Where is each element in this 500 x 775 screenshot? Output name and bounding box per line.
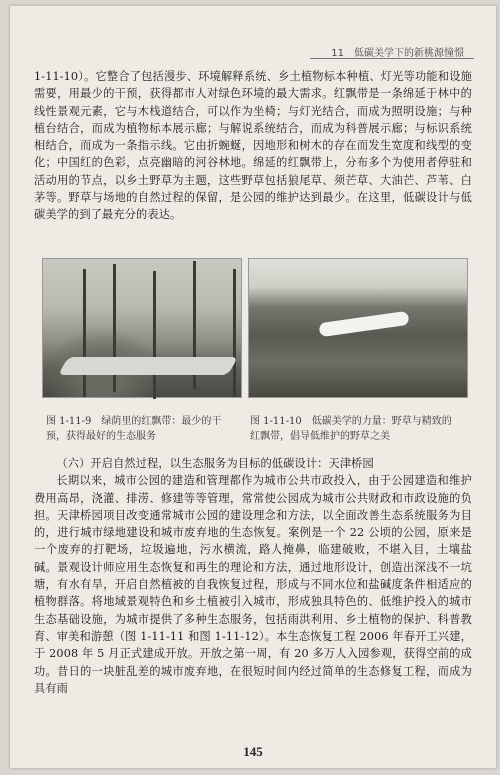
- header-rule: [310, 58, 474, 59]
- running-header: 11 低碳美学下的新桃源憧憬: [331, 48, 464, 59]
- figure-1-11-10-photo: [248, 258, 468, 398]
- section-6: [34, 455, 472, 697]
- figure-1-11-9-caption: 图 1-11-9 绿荫里的红飘带：最少的干预，获得最好的生态服务: [46, 416, 222, 442]
- section-heading: （六）开启自然过程，以生态服务为目标的低碳设计：天津桥园: [56, 457, 374, 470]
- figure-1-11-10-caption: 图 1-11-10 低碳美学的力量：野草与精致的红飘带，倡导低维护的野草之美: [250, 416, 452, 442]
- figure-1-11-9-photo: [42, 258, 242, 398]
- book-page: [10, 6, 496, 768]
- paragraph-1: 1-11-10）。它整合了包括漫步、环境解释系统、乡土植物标本种植、灯光等功能和设施需要，用最少的干预，获得都市人对绿色环境的最大需求。红飘带是一条绵延于林中的线性景观元素，它与木栈道结合，可以作为坐椅；与灯光结合，而成为照明设施；与种植台结合，而成为植物标本展示廊；与解说系统结合，而成为科普展示廊；与标识系统相结合，而成为一条指示线。它由折蜿蜒，因地形和树木的存在而发生宽度和线型的变化；中国红的色彩，点亮幽暗的河谷林地。绵延的红飘带上，分布多个为使用者停驻和活动用的节点，以乡土野草为主题，这些野草包括狼尾草、须芒草、大油芒、芦苇、白茅等。野草与场地的自然过程的保留，是公园的维护达到最少。在这里，低碳设计与低碳美学的到了最充分的表达。: [34, 70, 472, 222]
- page-number: 145: [243, 744, 263, 759]
- paragraph-2: 长期以来，城市公园的建造和管理都作为城市公共市政投入，由于公园建造和维护费用高昂，浇灌、排涝、修建等等管理，常常使公园成为城市公共财政和市政设施的负担。天津桥园项目改变通常城市公园的建设理念和方法，以全面改善生态系统服务为目的，进行城市绿地建设和城市废弃地的生态恢复。案例是一个 22 公顷的公园，原来是一个废弃的打靶场，垃圾遍地，污水横流，路人掩鼻，临建破败，不堪入目，土壤盐碱。景观设计师应用生态恢复和再生的理论和方法，通过地形设计，创造出深浅不一坑塘，有水有旱，开启自然植被的自我恢复过程，形成与不同水位和盐碱度条件相适应的植物群落。将地域景观特色和乡土植被引入城市，形成独具特色的、低维护投入的城市生态基础设施，为城市提供了多种生态服务，包括雨洪利用、乡土植物的保护、科普教育、审美和游憩（图 1-11-11 和图 1-11-12）。本生态恢复工程 2006 年春开工兴建，于 2008 年 5 月正式建成开放。开放之第一周，有 20 多万人入园参观，获得空前的成功。昔日的一块脏乱差的城市废弃地，在很短时间内经过简单的生态修复工程，而成为具有雨: [34, 474, 472, 695]
